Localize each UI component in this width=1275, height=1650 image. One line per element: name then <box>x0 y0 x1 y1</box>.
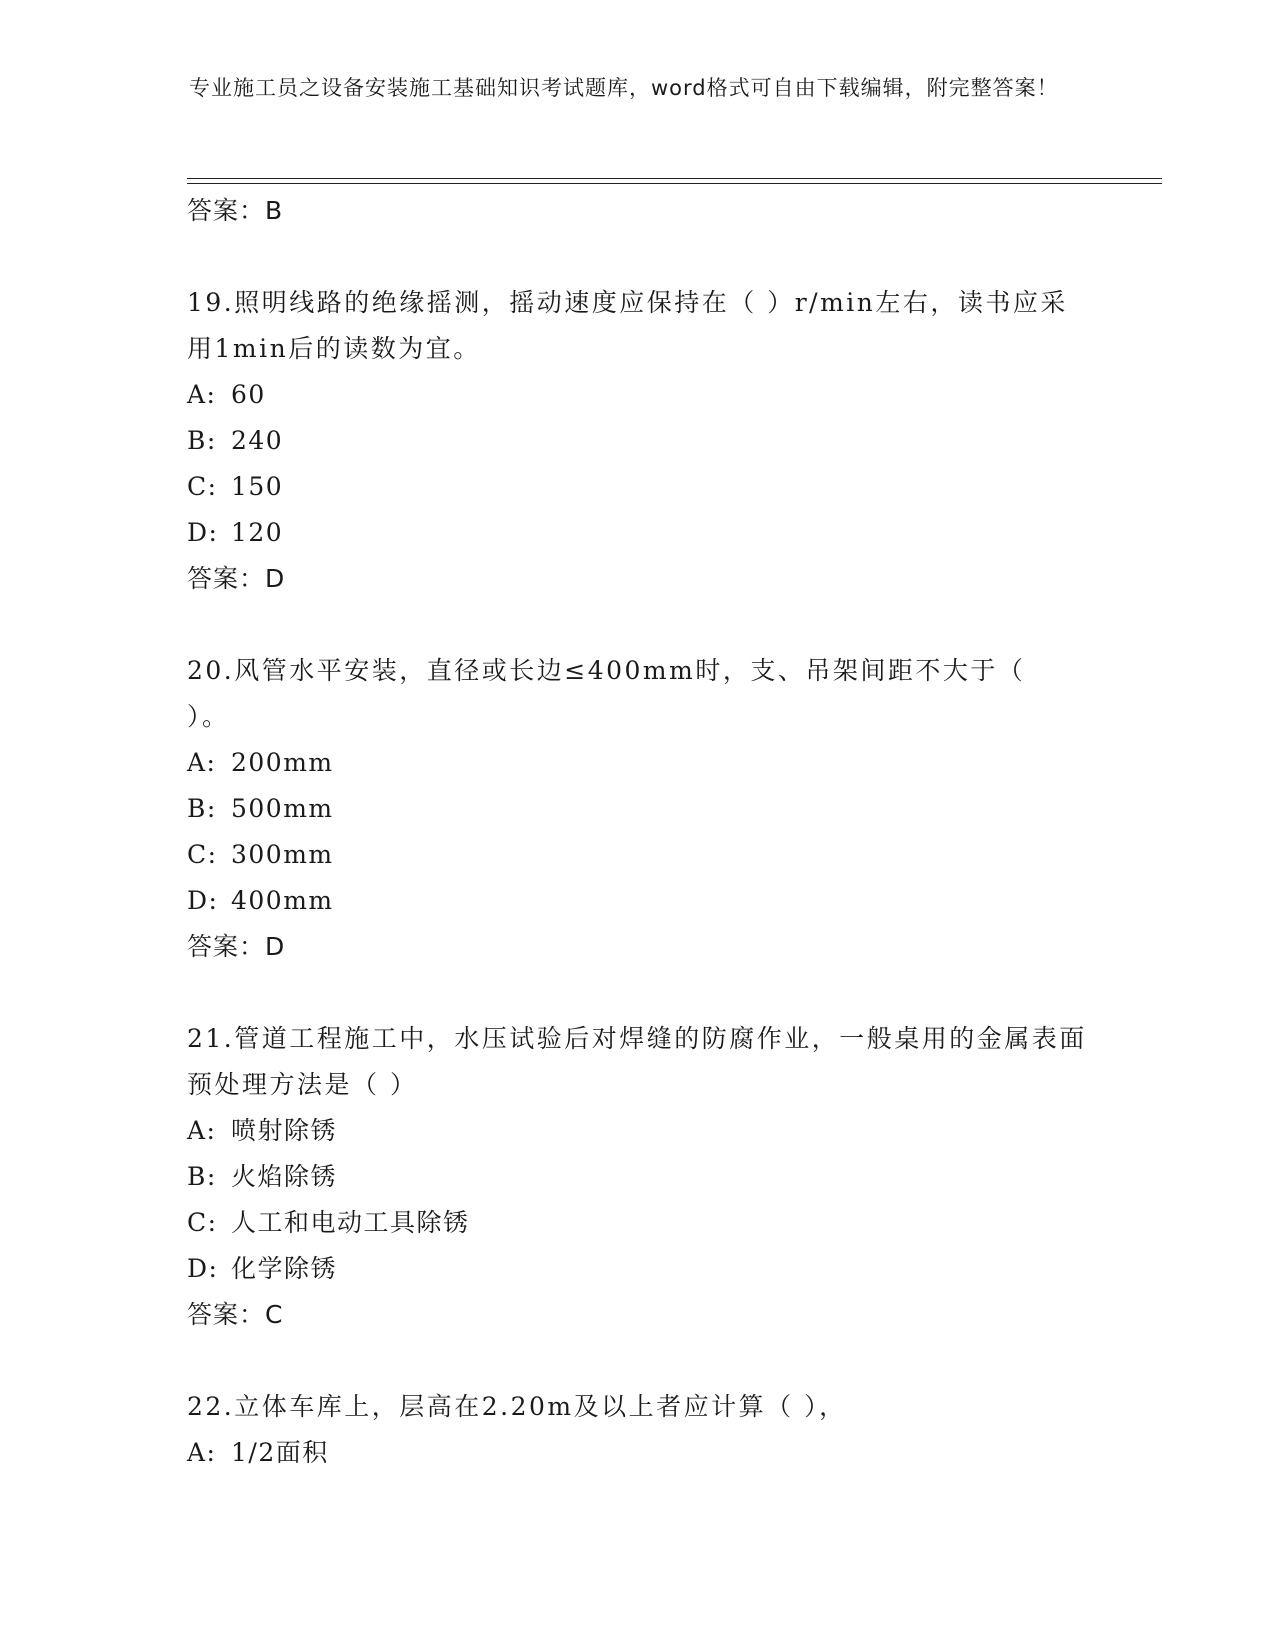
option-text: 150 <box>231 472 284 501</box>
option-text: 火焰除锈 <box>231 1162 338 1191</box>
option-c <box>187 464 1087 510</box>
question-text: 19.照明线路的绝缘摇测，摇动速度应保持在（ ）r/min左右，读书应采用1min后的读数为宜。 <box>187 288 1068 363</box>
option-c <box>187 832 1087 878</box>
spacer <box>187 1338 1087 1384</box>
option-text: 240 <box>231 426 284 455</box>
option-text: 60 <box>231 380 266 409</box>
option-text: 120 <box>231 518 284 547</box>
option-letter: B: <box>187 426 217 455</box>
answer-line: 答案：B <box>187 196 284 225</box>
option-text: 200mm <box>231 748 334 777</box>
question-block <box>187 280 1087 602</box>
option-letter: A: <box>187 1116 217 1145</box>
question-block <box>187 1384 1087 1476</box>
answer-line: 答案：D <box>187 932 286 961</box>
spacer <box>187 602 1087 648</box>
option-text: 400mm <box>231 886 334 915</box>
question-block <box>187 648 1087 970</box>
question-list <box>187 188 1087 1476</box>
question-block <box>187 1016 1087 1338</box>
option-text: 喷射除锈 <box>231 1116 338 1145</box>
option-d <box>187 1246 1087 1292</box>
option-text: 500mm <box>231 794 334 823</box>
option-a <box>187 372 1087 418</box>
option-b <box>187 1154 1087 1200</box>
answer-line: 答案：D <box>187 564 286 593</box>
option-a <box>187 740 1087 786</box>
option-d <box>187 510 1087 556</box>
option-letter: D: <box>187 1254 219 1283</box>
option-b <box>187 786 1087 832</box>
header-divider <box>187 178 1162 179</box>
option-letter: B: <box>187 1162 217 1191</box>
option-text: 1/2面积 <box>231 1438 329 1467</box>
page-header: 专业施工员之设备安装施工基础知识考试题库，word格式可自由下载编辑，附完整答案！ <box>189 76 1059 100</box>
option-letter: C: <box>187 840 218 869</box>
option-a <box>187 1430 1087 1476</box>
option-letter: A: <box>187 748 217 777</box>
option-letter: B: <box>187 794 217 823</box>
option-d <box>187 878 1087 924</box>
question-text: 20.风管水平安装，直径或长边≤400mm时，支、吊架间距不大于（ ）。 <box>187 656 1026 731</box>
header-divider-double <box>187 183 1162 184</box>
answer-line: 答案：C <box>187 1300 284 1329</box>
option-text: 300mm <box>231 840 334 869</box>
question-text: 21.管道工程施工中，水压试验后对焊缝的防腐作业，一般桌用的金属表面预处理方法是（ ） <box>187 1024 1087 1099</box>
option-letter: D: <box>187 518 219 547</box>
option-letter: A: <box>187 380 217 409</box>
option-text: 人工和电动工具除锈 <box>231 1208 470 1237</box>
option-c <box>187 1200 1087 1246</box>
option-letter: D: <box>187 886 219 915</box>
option-letter: A: <box>187 1438 217 1467</box>
option-b <box>187 418 1087 464</box>
question-text: 22.立体车库上，层高在2.20m及以上者应计算（ ）， <box>187 1392 847 1421</box>
option-a <box>187 1108 1087 1154</box>
spacer <box>187 970 1087 1016</box>
option-letter: C: <box>187 472 218 501</box>
option-letter: C: <box>187 1208 218 1237</box>
option-text: 化学除锈 <box>231 1254 338 1283</box>
spacer <box>187 234 1087 280</box>
